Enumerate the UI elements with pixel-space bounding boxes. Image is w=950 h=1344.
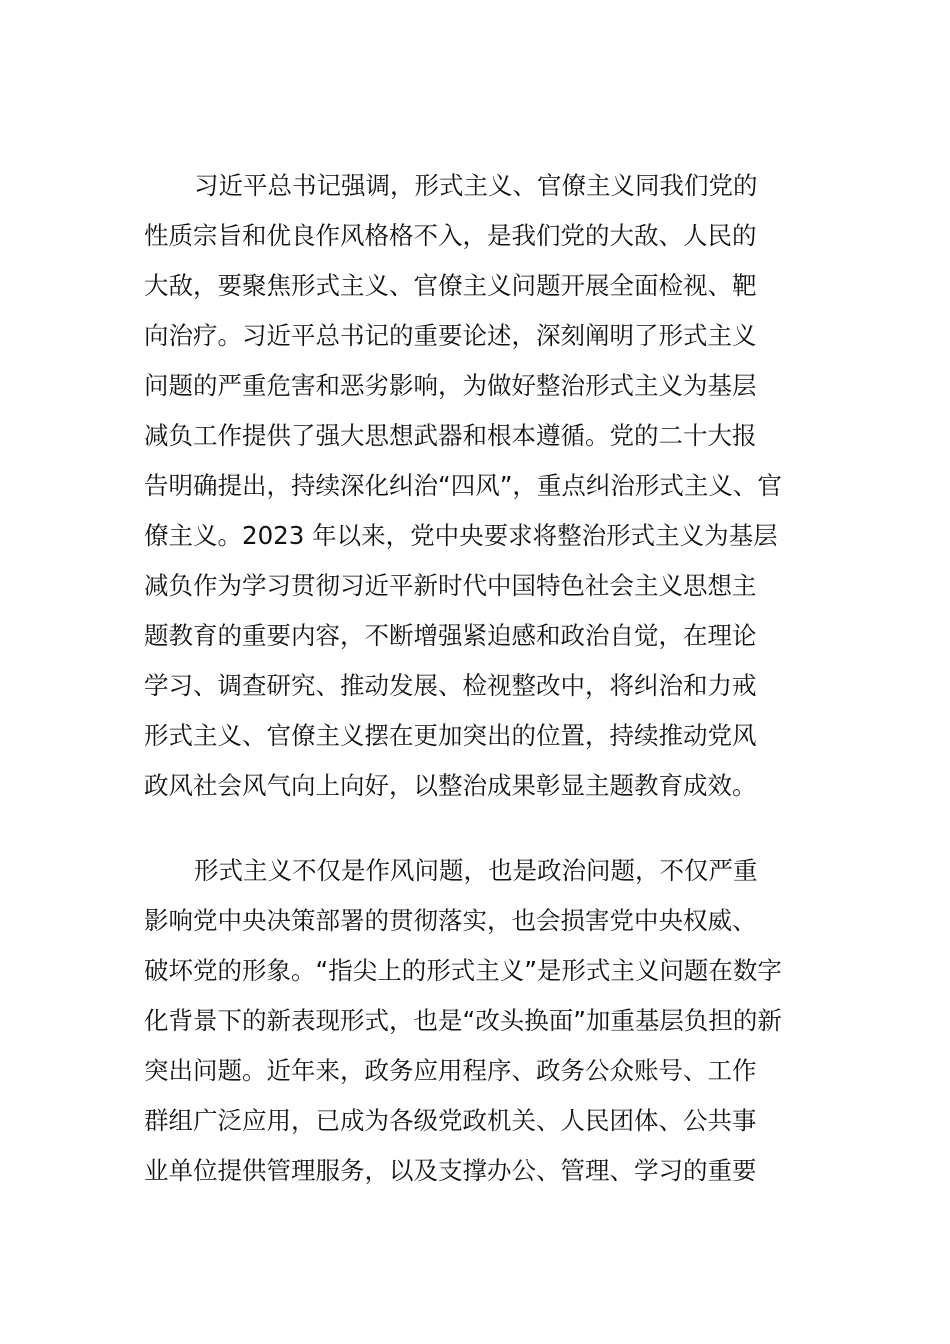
paragraph-2-line-3: 破坏党的形象。“指尖上的形式主义”是形式主义问题在数字 <box>144 956 782 985</box>
paragraph-2-line-6: 群组广泛应用，已成为各级党政机关、人民团体、公共事 <box>144 1106 757 1135</box>
paragraph-1-line-10: 题教育的重要内容，不断增强紧迫感和政治自觉，在理论 <box>144 621 757 650</box>
paragraph-2-line-7: 业单位提供管理服务，以及支撑办公、管理、学习的重要 <box>144 1156 757 1185</box>
paragraph-2-line-2: 影响党中央决策部署的贯彻落实，也会损害党中央权威、 <box>144 906 757 935</box>
paragraph-1-line-11: 学习、调查研究、推动发展、检视整改中，将纠治和力戒 <box>144 671 757 700</box>
paragraph-1-line-4: 向治疗。习近平总书记的重要论述，深刻阐明了形式主义 <box>144 321 757 350</box>
paragraph-1-line-9: 减负作为学习贯彻习近平新时代中国特色社会主义思想主 <box>144 571 757 600</box>
paragraph-2-line-4: 化背景下的新表现形式，也是“改头换面”加重基层负担的新 <box>144 1006 782 1035</box>
paragraph-1-line-1: 习近平总书记强调，形式主义、官僚主义同我们党的 <box>194 171 758 200</box>
paragraph-2-line-5: 突出问题。近年来，政务应用程序、政务公众账号、工作 <box>144 1056 757 1085</box>
paragraph-1-line-7: 告明确提出，持续深化纠治“四风”，重点纠治形式主义、官 <box>144 471 782 500</box>
paragraph-1-line-5: 问题的严重危害和恶劣影响，为做好整治形式主义为基层 <box>144 371 757 400</box>
paragraph-1-line-13: 政风社会风气向上向好，以整治成果彰显主题教育成效。 <box>144 771 757 800</box>
paragraph-1-line-2: 性质宗旨和优良作风格格不入，是我们党的大敌、人民的 <box>144 221 757 250</box>
paragraph-2-line-1: 形式主义不仅是作风问题，也是政治问题，不仅严重 <box>194 856 758 885</box>
paragraph-1-line-8: 僚主义。2023 年以来，党中央要求将整治形式主义为基层 <box>144 521 778 550</box>
paragraph-1-line-3: 大敌，要聚焦形式主义、官僚主义问题开展全面检视、靶 <box>144 271 757 300</box>
paragraph-1-line-12: 形式主义、官僚主义摆在更加突出的位置，持续推动党风 <box>144 721 757 750</box>
paragraph-1-line-6: 减负工作提供了强大思想武器和根本遵循。党的二十大报 <box>144 421 757 450</box>
